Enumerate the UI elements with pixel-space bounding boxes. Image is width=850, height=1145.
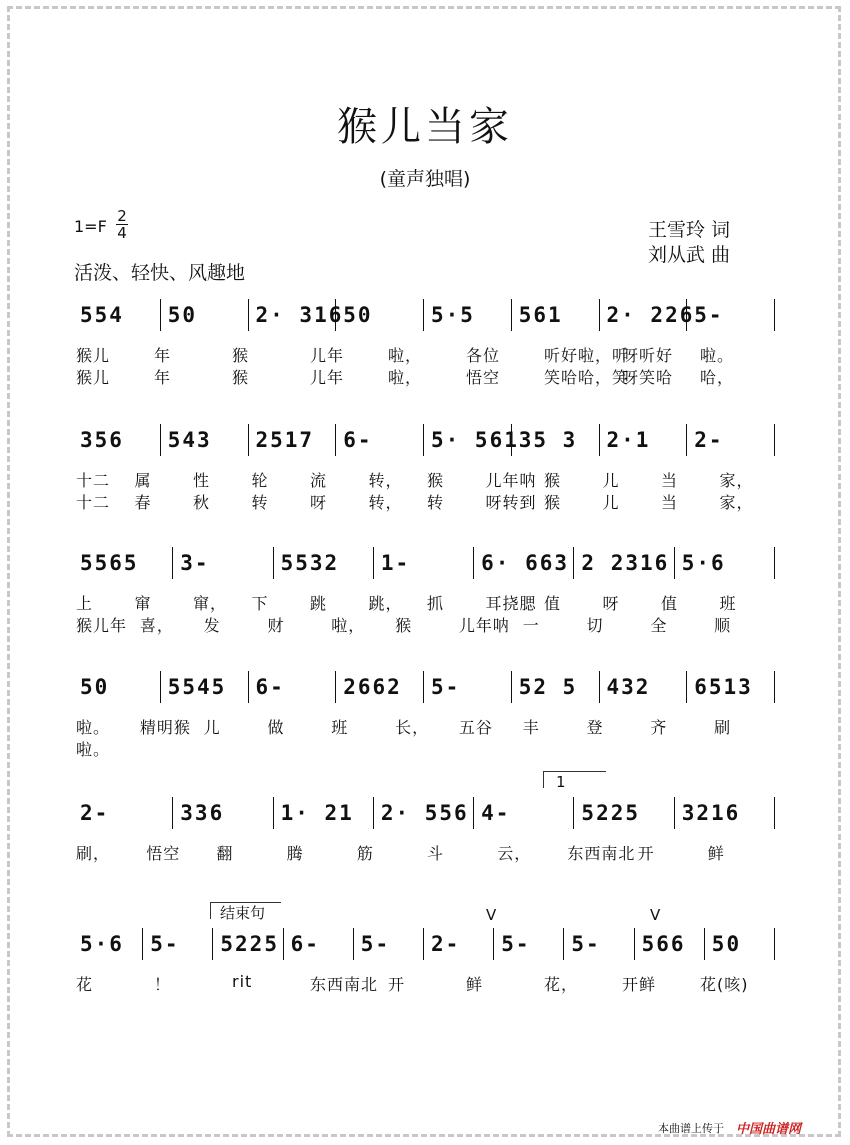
- barline: [686, 299, 687, 331]
- barline: [599, 671, 600, 703]
- lyric-syllable: 各位: [466, 346, 501, 365]
- measure-notes: 5545: [167, 675, 227, 699]
- lyric-syllable: 云，: [497, 844, 532, 863]
- barline: [473, 797, 474, 829]
- volta-number: 1: [556, 773, 566, 791]
- lyric-syllable: 五谷: [458, 718, 493, 737]
- measure-notes: 2-: [80, 801, 110, 825]
- lyric-syllable: 呀转到: [485, 493, 537, 512]
- footer-logo: 中国曲谱网: [736, 1122, 802, 1137]
- lyric-syllable: 啦。: [76, 740, 111, 759]
- measure-notes: 554: [80, 303, 124, 327]
- lyric-syllable: 顺: [714, 616, 732, 635]
- lyric-syllable: 筋: [356, 844, 374, 863]
- lyric-syllable: 斗: [427, 844, 445, 863]
- lyric-syllable: 值: [544, 594, 562, 613]
- song-subtitle: (童声独唱): [379, 168, 471, 190]
- lyric-syllable: 刷: [714, 718, 732, 737]
- barline: [212, 928, 213, 960]
- lyric-syllable: 儿: [602, 493, 620, 512]
- lyric-syllable: 哈，: [700, 368, 735, 387]
- barline: [511, 424, 512, 456]
- lyric-syllable: 刷，: [76, 844, 111, 863]
- measure-notes: 6-: [255, 675, 285, 699]
- measure-notes: 2517: [255, 428, 315, 452]
- measure-notes: 5225: [220, 932, 279, 956]
- lyric-syllable: 鲜: [466, 975, 484, 994]
- lyric-syllable: 儿年: [310, 368, 345, 387]
- lyric-syllable: 开: [637, 844, 655, 863]
- lyric-syllable: 转: [251, 493, 269, 512]
- lyric-syllable: 猴: [427, 471, 445, 490]
- measure-notes: 50: [167, 303, 198, 327]
- lyric-syllable: 鲜: [707, 844, 725, 863]
- lyric-syllable: 做: [267, 718, 285, 737]
- lyric-syllable: 当: [661, 471, 679, 490]
- measure-notes: 35 3: [518, 428, 578, 452]
- barline: [335, 671, 336, 703]
- barline: [335, 299, 336, 331]
- lyric-syllable: 猴儿年: [76, 616, 128, 635]
- lyric-syllable: 属: [134, 471, 152, 490]
- measure-notes: 566: [641, 932, 686, 956]
- lyric-syllable: 啦。: [700, 346, 735, 365]
- lyric-syllable: 花(咳): [700, 975, 749, 994]
- time-signature: [116, 208, 128, 241]
- barline: [774, 299, 775, 331]
- barline: [674, 547, 675, 579]
- lyric-syllable: 跳，: [368, 594, 403, 613]
- barline: [160, 424, 161, 456]
- measure-notes: 5-: [431, 675, 461, 699]
- barline: [704, 928, 705, 960]
- lyric-syllable: 齐: [650, 718, 668, 737]
- measure-notes: 2-: [431, 932, 461, 956]
- barline: [473, 547, 474, 579]
- lyric-syllable: 登: [586, 718, 604, 737]
- measure-notes: 3-: [180, 551, 210, 575]
- barline: [599, 299, 600, 331]
- barline: [599, 424, 600, 456]
- lyric-syllable: 班: [719, 594, 737, 613]
- measure-notes: 1-: [380, 551, 411, 575]
- ending-label: 结束句: [220, 904, 266, 922]
- lyric-syllable: 耳挠腮: [485, 594, 537, 613]
- barline: [142, 928, 143, 960]
- lyric-syllable: 腾: [286, 844, 304, 863]
- measure-notes: 561: [518, 303, 563, 327]
- measure-notes: 5·6: [80, 932, 124, 956]
- measure-notes: 52 5: [518, 675, 578, 699]
- measure-notes: 543: [167, 428, 212, 452]
- footer-text: 本曲谱上传于: [658, 1122, 724, 1135]
- composer-credit: 刘从武 曲: [648, 244, 731, 266]
- barline: [283, 928, 284, 960]
- measure-notes: 6-: [290, 932, 320, 956]
- lyric-syllable: 家，: [719, 493, 754, 512]
- measure-notes: 5-: [150, 932, 180, 956]
- barline: [273, 797, 274, 829]
- lyric-syllable: 丰: [522, 718, 540, 737]
- barline: [573, 547, 574, 579]
- lyric-syllable: 猴儿: [76, 346, 111, 365]
- barline: [353, 928, 354, 960]
- lyric-syllable: 儿年呐: [458, 616, 510, 635]
- lyric-syllable: 儿年呐: [485, 471, 537, 490]
- barline: [674, 797, 675, 829]
- lyric-syllable: 东西南北: [567, 844, 636, 863]
- lyric-syllable: 花: [76, 975, 94, 994]
- lyric-syllable: 转: [427, 493, 445, 512]
- barline: [248, 424, 249, 456]
- lyric-syllable: 猴儿: [76, 368, 111, 387]
- measure-notes: 5· 561: [431, 428, 519, 452]
- lyric-syllable: 儿: [203, 718, 221, 737]
- barline: [774, 547, 775, 579]
- lyric-syllable: 一: [522, 616, 540, 635]
- lyric-syllable: 呀听好: [622, 346, 674, 365]
- measure-notes: 50: [343, 303, 373, 327]
- breath-mark: V: [650, 906, 661, 924]
- measure-notes: 5·5: [431, 303, 475, 327]
- lyric-syllable: 精明猴: [139, 718, 191, 737]
- lyric-syllable: 长，: [395, 718, 430, 737]
- measure-notes: 5532: [280, 551, 340, 575]
- lyric-syllable: 笑哈哈，笑: [544, 368, 630, 387]
- tempo-marking: 活泼、轻快、风趣地: [74, 262, 246, 284]
- breath-mark: V: [486, 906, 497, 924]
- measure-notes: 5565: [80, 551, 139, 575]
- volta-bracket: [543, 771, 606, 788]
- barline: [511, 299, 512, 331]
- measure-notes: 356: [80, 428, 124, 452]
- lyric-syllable: 流: [310, 471, 328, 490]
- lyric-syllable: 上: [76, 594, 94, 613]
- measure-notes: 6513: [694, 675, 753, 699]
- time-sig-bottom: 4: [117, 224, 127, 242]
- lyric-syllable: 十二: [76, 471, 111, 490]
- measure-notes: 4-: [481, 801, 511, 825]
- lyric-syllable: 悟空: [466, 368, 501, 387]
- lyric-syllable: 发: [203, 616, 221, 635]
- lyric-syllable: 开鲜: [622, 975, 657, 994]
- measure-notes: 432: [606, 675, 651, 699]
- lyric-syllable: 猴: [544, 493, 562, 512]
- lyric-syllable: 性: [193, 471, 211, 490]
- lyric-syllable: ！: [154, 975, 172, 994]
- lyric-syllable: 窜，: [193, 594, 228, 613]
- lyric-syllable: 喜，: [139, 616, 174, 635]
- lyric-syllable: 班: [331, 718, 349, 737]
- lyric-syllable: 啦，: [388, 368, 423, 387]
- lyric-syllable: 听好啦，听: [544, 346, 630, 365]
- lyric-syllable: 啦。: [76, 718, 111, 737]
- measure-notes: 5-: [694, 303, 724, 327]
- barline: [423, 671, 424, 703]
- barline: [573, 797, 574, 829]
- barline: [774, 797, 775, 829]
- lyric-syllable: 十二: [76, 493, 111, 512]
- lyric-syllable: 值: [661, 594, 679, 613]
- lyric-syllable: 跳: [310, 594, 328, 613]
- barline: [172, 797, 173, 829]
- lyric-syllable: 全: [650, 616, 668, 635]
- barline: [248, 299, 249, 331]
- lyric-syllable: 家，: [719, 471, 754, 490]
- barline: [423, 424, 424, 456]
- lyric-syllable: 抓: [427, 594, 445, 613]
- measure-notes: 5·6: [681, 551, 726, 575]
- lyric-syllable: 猴: [544, 471, 562, 490]
- barline: [686, 671, 687, 703]
- barline: [493, 928, 494, 960]
- barline: [774, 424, 775, 456]
- measure-notes: 2· 226: [606, 303, 695, 327]
- barline: [172, 547, 173, 579]
- measure-notes: 6· 663: [481, 551, 569, 575]
- lyric-syllable: 转，: [368, 493, 403, 512]
- lyric-syllable: 呀: [310, 493, 328, 512]
- measure-notes: 5-: [501, 932, 531, 956]
- lyricist-credit: 王雪玲 词: [648, 219, 731, 241]
- measure-notes: 5-: [360, 932, 391, 956]
- measure-notes: 6-: [343, 428, 373, 452]
- song-title: 猴儿当家: [337, 104, 513, 150]
- lyric-syllable: 财: [267, 616, 285, 635]
- barline: [160, 299, 161, 331]
- barline: [634, 928, 635, 960]
- lyric-syllable: 翻: [216, 844, 234, 863]
- lyric-syllable: 啦，: [388, 346, 423, 365]
- measure-notes: 2· 556: [380, 801, 469, 825]
- lyric-syllable: 当: [661, 493, 679, 512]
- lyric-syllable: 切: [586, 616, 604, 635]
- measure-notes: 3216: [681, 801, 741, 825]
- barline: [160, 671, 161, 703]
- barline: [774, 928, 775, 960]
- lyric-syllable: 东西南北: [310, 975, 379, 994]
- measure-notes: 5-: [571, 932, 601, 956]
- barline: [335, 424, 336, 456]
- lyric-syllable: 下: [251, 594, 269, 613]
- lyric-syllable: 儿年: [310, 346, 345, 365]
- lyric-syllable: 转，: [368, 471, 403, 490]
- measure-notes: 50: [80, 675, 110, 699]
- key-signature: 1=F: [74, 217, 107, 236]
- lyric-syllable: 悟空: [146, 844, 181, 863]
- barline: [273, 547, 274, 579]
- lyric-syllable: 儿: [602, 471, 620, 490]
- barline: [563, 928, 564, 960]
- lyric-syllable: 年: [154, 368, 172, 387]
- lyric-syllable: 窜: [134, 594, 152, 613]
- measure-notes: 2 2316: [581, 551, 670, 575]
- lyric-syllable: 猴: [395, 616, 413, 635]
- barline: [248, 671, 249, 703]
- barline: [423, 928, 424, 960]
- lyric-syllable: 呀笑哈: [622, 368, 674, 387]
- measure-notes: 5225: [581, 801, 640, 825]
- measure-notes: 2662: [343, 675, 402, 699]
- lyric-syllable: 呀: [602, 594, 620, 613]
- barline: [423, 299, 424, 331]
- barline: [373, 547, 374, 579]
- lyric-syllable: 花，: [544, 975, 579, 994]
- barline: [511, 671, 512, 703]
- measure-notes: 336: [180, 801, 225, 825]
- barline: [686, 424, 687, 456]
- lyric-syllable: 啦，: [331, 616, 366, 635]
- lyric-syllable: 轮: [251, 471, 269, 490]
- measure-notes: 2·1: [606, 428, 651, 452]
- lyric-syllable: 猴: [232, 346, 250, 365]
- measure-notes: 50: [711, 932, 742, 956]
- lyric-syllable: rit: [232, 972, 253, 991]
- lyric-syllable: 猴: [232, 368, 250, 387]
- measure-notes: 2· 316: [255, 303, 344, 327]
- measure-notes: 1· 21: [280, 801, 354, 825]
- lyric-syllable: 秋: [193, 493, 211, 512]
- time-sig-top: 2: [117, 207, 127, 225]
- measure-notes: 2-: [694, 428, 724, 452]
- lyric-syllable: 春: [134, 493, 152, 512]
- barline: [373, 797, 374, 829]
- barline: [774, 671, 775, 703]
- lyric-syllable: 开: [388, 975, 406, 994]
- lyric-syllable: 年: [154, 346, 172, 365]
